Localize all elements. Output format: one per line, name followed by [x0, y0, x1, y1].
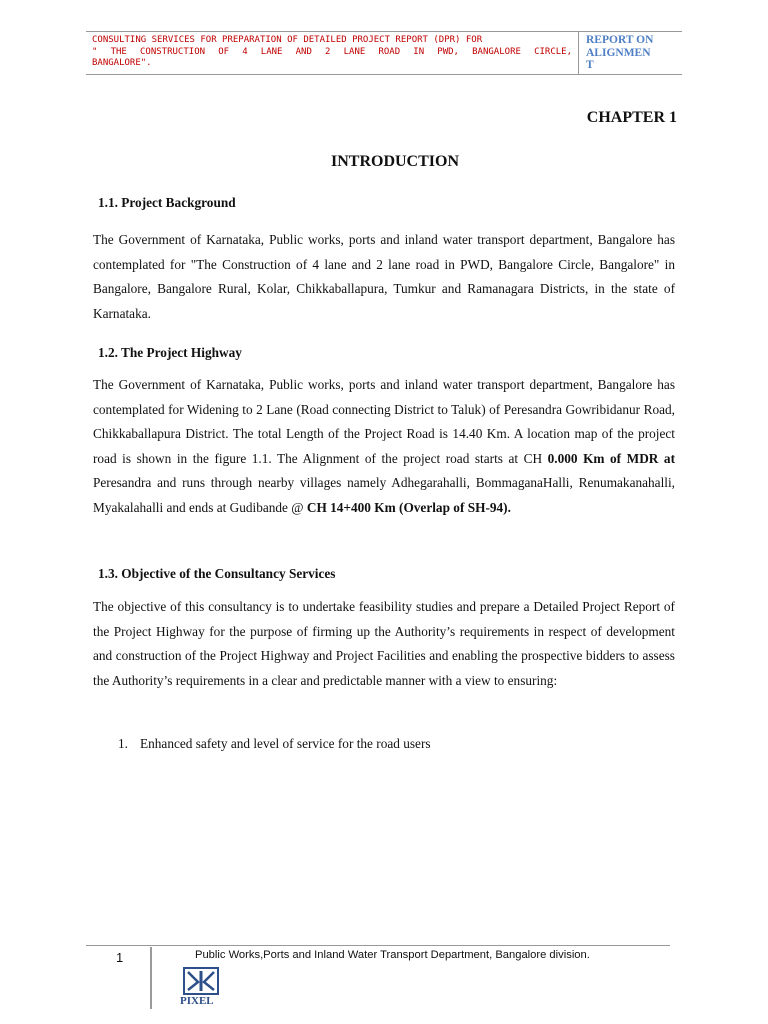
page-title: INTRODUCTION — [330, 153, 459, 170]
chapter-heading: CHAPTER 1 — [586, 109, 677, 126]
header-line-2: " THE CONSTRUCTION OF 4 LANE AND 2 LANE ROAD IN PWD, BANGALORE CIRCLE, — [92, 46, 572, 57]
report-label-line-3: T — [586, 59, 594, 71]
highway-bold-end: CH 14+400 Km (Overlap of SH-94). — [306, 499, 511, 515]
list-item — [118, 736, 431, 752]
highway-text-b: Peresandra and runs through nearby villages namely Adhegarahalli, BommaganaHalli, Renumakanahalli, Myakalahalli and ends at Gudibande @ — [93, 475, 675, 515]
paragraph-objective: The objective of this consultancy is to undertake feasibility studies and prepare a Detailed Project Report of the Project Highway for the purpose of firming up the Authority’s requirements in respect of development and construction of the Project Highway and Project Facilities and enabling the prospective bidders to assess the Authority’s requirements in a clear and predictable manner with a view to ensuring: — [93, 599, 675, 688]
list-item-text: Enhanced safety and level of service for the road users — [140, 736, 431, 751]
header-line-1: CONSULTING SERVICES FOR PREPARATION OF DETAILED PROJECT REPORT (DPR) FOR — [92, 35, 483, 45]
paragraph-project-highway — [93, 373, 675, 521]
header-report-label — [586, 34, 676, 72]
list-item-number: 1. — [118, 736, 128, 751]
footer-department-text: Public Works,Ports and Inland Water Transport Department, Bangalore division. — [195, 949, 590, 961]
section-heading-1-1: 1.1. Project Background — [98, 195, 236, 210]
report-label-line-2: ALIGNMEN — [586, 46, 651, 59]
footer-rule — [86, 945, 670, 946]
paragraph-project-background: The Government of Karnataka, Public works, ports and inland water transport department, Bangalore has contemplated for "The Construction of 4 lane and 2 lane road in PWD, Bangalore Circle, Bangalore" in Bangalore, Bangalore Rural, Kolar, Chikkaballapura, Tumkur and Ramanagara Districts, in the state of Karnataka. — [93, 232, 675, 321]
highway-text-a: The Government of Karnataka, Public works, ports and inland water transport department, Bangalore has contemplated for Widening to 2 Lane (Road connecting District to Taluk) of Peresandra Gowribidanur Road, Chikkaballapura District. The total Length of the Project Road is 14.40 Km. A location map of the project road is shown in the figure 1.1. The Alignment of the project road starts at CH — [93, 377, 675, 466]
report-label-line-1: REPORT ON — [586, 34, 654, 46]
section-heading-1-2: 1.2. The Project Highway — [98, 345, 242, 360]
section-heading-1-3: 1.3. Objective of the Consultancy Services — [98, 566, 336, 581]
page-number: 1 — [116, 950, 124, 965]
page-header — [86, 31, 682, 75]
header-project-title — [86, 32, 579, 74]
highway-bold-start: 0.000 Km of MDR at — [547, 450, 676, 466]
footer-separator — [150, 947, 152, 1009]
header-line-3: BANGALORE". — [92, 58, 152, 68]
logo-label: PIXEL — [180, 995, 214, 1007]
